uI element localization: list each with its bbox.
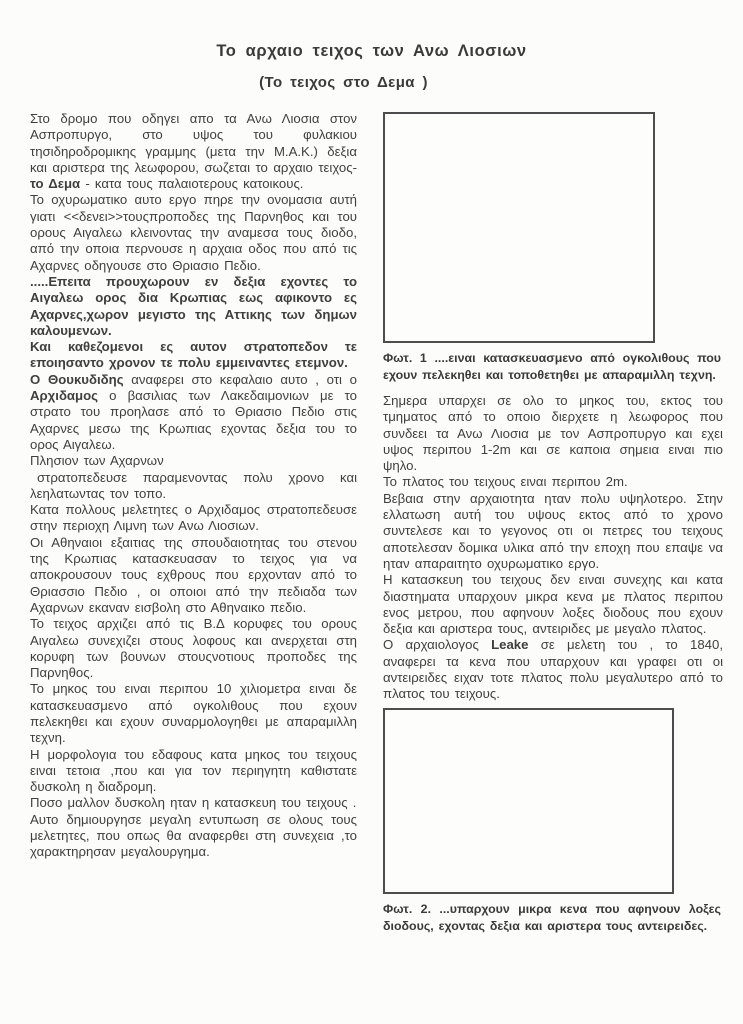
paragraph: Το τειχος αρχιζει από τις Β.Δ κορυφες του ορους Αιγαλεω συνεχιζει στους λοφους και ανερχεται στη κορυφη των βουνων στουςνοτιους προποδες της Παρνηθος. <box>30 616 357 681</box>
paragraph: στρατοπεδευσε παραμενοντας πολυ χρονο και λεηλατωντας τον τοπο. <box>30 469 357 501</box>
paragraph: Στο δρομο που οδηγει απο τα Ανω Λιοσια στον Ασπροπυργο, στο υψος του φυλακιου τησιδηροδρομικης γραμμης (μετα την Μ.Α.Κ.) δεξια και αριστερα της λεωφορου, σωζεται το αρχαιο τειχος- το Δεμα - κατα τους παλαιοτερους κατοικους. <box>30 111 357 192</box>
paragraph: Το οχυρωματικο αυτο εργο πηρε την ονομασια αυτή γιατι <<δενει>>τουςπροποδες της Παρνηθος και του ορους Αιγαλεω κλεινοντας την αναμεσα τους διοδο, από την οποια περνουσε η αρχαια οδος που από τις Αχαρνες οδηγουσε στο Θριασιο Πεδιο. <box>30 192 357 273</box>
photo-2-caption: Φωτ. 2. ...υπαρχουν μικρα κενα που αφηνουν λοξες διοδους, εχοντας δεξια και αριστερα τους αντειρειδες. <box>383 901 721 933</box>
paragraph: Σημερα υπαρχει σε ολο το μηκος του, εκτος του τμηματος από το οποιο διερχετε η λεωφορος που συνδεει τα Ανω Λιοσια με τον Ασπροπυργο και εχει υψος περιπου 1-2m και σε καποια σημεια ειναι πιο ψηλο. <box>383 393 723 474</box>
right-column <box>383 112 723 935</box>
paragraph: Η κατασκευη του τειχους δεν ειναι συνεχης και κατα διαστηματα υπαρχουν μικρα κενα με πλατος περιπου ενος μετρου, που αφηνουν λοξες διοδους που εχουν δεξια και αριστερα τους, αντειριδες με μεγαλο πλατος. <box>383 572 723 637</box>
paragraph: Και καθεζομενοι ες αυτον στρατοπεδον τε εποιησαντο χρονον τε πολυ εμμειναντες ετεμνον. <box>30 339 357 371</box>
right-column-paragraphs <box>383 393 723 703</box>
page-subtitle: (Το τειχος στο Δεμα ) <box>259 74 428 91</box>
paragraph: Οι Αθηναιοι εξαιτιας της σπουδαιοτητας του στενου της Κρωπιας κατασκευασαν το τειχος για να αποκρουσουν τους εχθρους που ερχονταν από το Θριασσιο Πεδιο , οι οποιοι από την πεδιαδα των Αχαρνων εκαναν εισβολη στο Αθηναικο πεδιο. <box>30 534 357 615</box>
paragraph: Ποσο μαλλον δυσκολη ηταν η κατασκευη του τειχους . <box>30 795 357 811</box>
left-column-paragraphs <box>30 111 357 861</box>
paragraph: Κατα πολλους μελετητες ο Αρχιδαμος στρατοπεδευσε στην περιοχη Λιμνη των Ανω Λιοσιων. <box>30 502 357 534</box>
paragraph: Το πλατος του τειχους ειναι περιπου 2m. <box>383 474 628 490</box>
photo-1-caption: Φωτ. 1 ....ειναι κατασκευασμενο από ογκολιθους που εχουν πελεκηθει και τοποθετηθει με απαραμιλλη τεχνη. <box>383 351 721 382</box>
paragraph: Η μορφολογια του εδαφους κατα μηκος του τειχους ειναι τετοια ,που και για τον περιηγητη καθιστατε δυσκολη η διαδρομη. <box>30 746 357 795</box>
page-title: Το αρχαιο τειχος των Ανω Λιοσιων <box>216 42 527 60</box>
left-column <box>30 111 357 861</box>
paragraph: Ο Θουκυδιδης αναφερει στο κεφαλαιο αυτο , οτι ο Αρχιδαμος ο βασιλιας των Λακεδαιμονιων με το στρατο του προηλασε από το Θριασιο Πεδιο στις Αχαρνες μεσω της Κρωπιας εχοντας δεξια του το ορος Αιγαλεω. <box>30 371 357 452</box>
paragraph: .....Επειτα προυχωρουν εν δεξια εχοντες το Αιγαλεω ορος δια Κρωπιας εως αφικοντο ες Αχαρνες,χωρον μεγιστο της Αττικης των δημων καλουμενων. <box>30 273 357 338</box>
photo-2-frame <box>383 708 674 894</box>
paragraph: Αυτο δημιουργησε μεγαλη εντυπωση σε ολους τους μελετητες, που οπως θα αναφερθει στη συνεχεια ,το χαρακτηρησαν μεγαλουργημα. <box>30 811 357 860</box>
paragraph: Βεβαια στην αρχαιοτητα ηταν πολυ υψηλοτερο. Στην ελλατωση αυτή του υψους εκτος από το χρονο συντελεσε και το γεγονος οτι οι πετρες του τειχους αποτελεσαν δομικα υλικα από την εποχη που επαψε να ηταν απαραιτητο οχυρωματικο εργο. <box>383 490 723 571</box>
photo-1-frame <box>383 112 655 343</box>
paragraph: Το μηκος του ειναι περιπου 10 χιλιομετρα ειναι δε κατασκευασμενο από ογκολιθους που εχουν πελεκηθει και εχουν συναρμολογηθει με απαραμιλλη τεχνη. <box>30 681 357 746</box>
paragraph: Πλησιον των Αχαρνων <box>30 453 164 469</box>
paragraph: Ο αρχαιολογος Leake σε μελετη του , το 1840, αναφερει τα κενα που υπαρχουν και γραφει οτι οι αντειρειδες ειχαν τοτε πλατος πολυ μεγαλυτερο από το πλατος του τειχους. <box>383 637 723 702</box>
